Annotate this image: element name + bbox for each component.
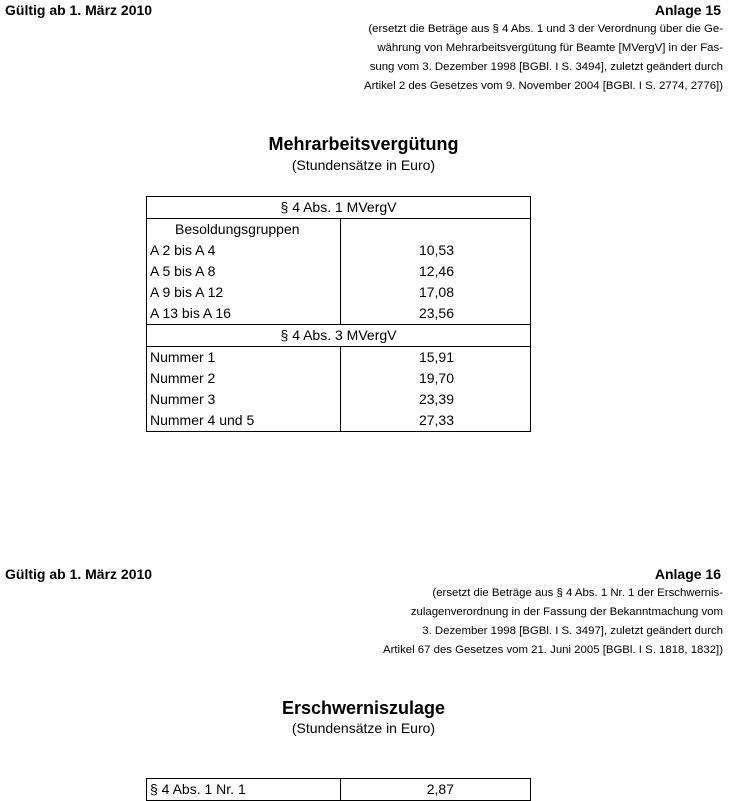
row-label: Nummer 4 und 5 — [147, 410, 341, 432]
row-label: A 5 bis A 8 — [147, 261, 341, 282]
annex-16-note — [283, 584, 723, 660]
note-line: (ersetzt die Beträge aus § 4 Abs. 1 Nr. 1 der Erschwernis- — [432, 587, 723, 599]
row-value: 27,33 — [341, 410, 531, 432]
column-header-besoldungsgruppen: Besoldungsgruppen — [147, 219, 341, 241]
table-row — [147, 410, 531, 432]
row-label: Nummer 3 — [147, 389, 341, 410]
row-label: § 4 Abs. 1 Nr. 1 — [147, 779, 341, 801]
table-row — [147, 282, 531, 303]
row-label: Nummer 2 — [147, 368, 341, 389]
valid-from-1: Gültig ab 1. März 2010 — [5, 2, 153, 18]
table-header-row — [147, 219, 531, 241]
row-value: 23,39 — [341, 389, 531, 410]
table-row — [147, 303, 531, 325]
subtitle-stundensaetze-1: (Stundensätze in Euro) — [291, 157, 436, 173]
table-row — [147, 347, 531, 369]
row-value: 15,91 — [341, 347, 531, 369]
column-header-empty — [341, 219, 531, 241]
row-value: 19,70 — [341, 368, 531, 389]
row-value: 10,53 — [341, 240, 531, 261]
table-row — [147, 261, 531, 282]
row-value: 2,87 — [341, 779, 531, 801]
table-row — [147, 779, 531, 801]
note-line: 3. Dezember 1998 [BGBl. I S. 3497], zuletzt geändert durch — [422, 625, 723, 637]
note-line: Artikel 67 des Gesetzes vom 21. Juni 2005 [BGBl. I S. 1818, 1832]) — [382, 644, 723, 656]
subtitle-stundensaetze-2: (Stundensätze in Euro) — [291, 720, 436, 736]
note-line: (ersetzt die Beträge aus § 4 Abs. 1 und 3 der Verordnung über die Ge- — [368, 23, 723, 35]
section-header-abs1: § 4 Abs. 1 MVergV — [147, 197, 531, 219]
row-value: 12,46 — [341, 261, 531, 282]
row-label: A 13 bis A 16 — [147, 303, 341, 325]
table-row — [147, 389, 531, 410]
section-row — [147, 197, 531, 219]
annex-16: Anlage 16 — [654, 566, 721, 582]
annex-15-note — [283, 20, 723, 96]
note-line: Artikel 2 des Gesetzes vom 9. November 2004 [BGBl. I S. 2774, 2776]) — [364, 80, 723, 92]
overtime-rates-table — [146, 196, 531, 432]
section-row — [147, 325, 531, 347]
title-mehrarbeitsverguetung: Mehrarbeitsvergütung — [268, 134, 459, 154]
row-label: A 9 bis A 12 — [147, 282, 341, 303]
title-erschwerniszulage: Erschwerniszulage — [281, 698, 446, 718]
note-line: sung vom 3. Dezember 1998 [BGBl. I S. 3494], zuletzt geändert durch — [369, 61, 723, 73]
note-line: währung von Mehrarbeitsvergütung für Beamte [MVergV] in der Fas- — [377, 42, 723, 54]
row-label: A 2 bis A 4 — [147, 240, 341, 261]
row-label: Nummer 1 — [147, 347, 341, 369]
hardship-allowance-table — [146, 778, 531, 801]
row-value: 23,56 — [341, 303, 531, 325]
table-row — [147, 240, 531, 261]
annex-15: Anlage 15 — [654, 2, 721, 18]
note-line: zulagenverordnung in der Fassung der Bekanntmachung vom — [410, 606, 723, 618]
row-value: 17,08 — [341, 282, 531, 303]
table-row — [147, 368, 531, 389]
section-header-abs3: § 4 Abs. 3 MVergV — [147, 325, 531, 347]
valid-from-2: Gültig ab 1. März 2010 — [5, 566, 153, 582]
